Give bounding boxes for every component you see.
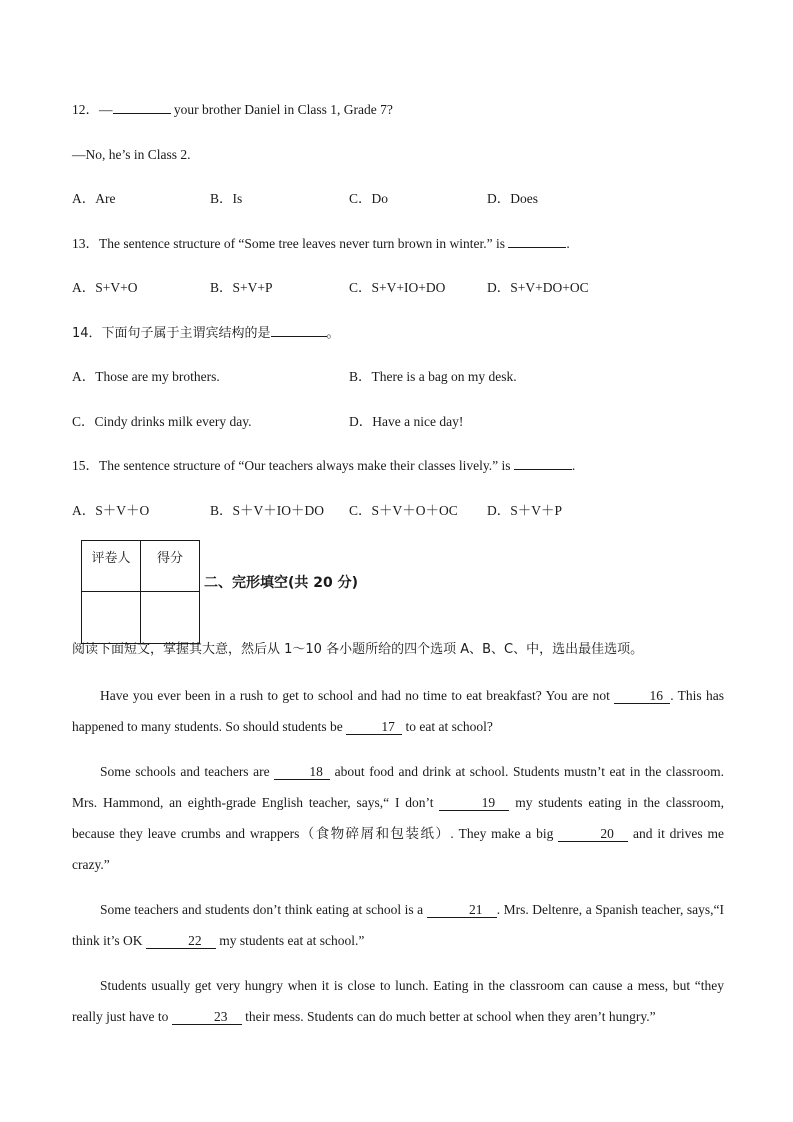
question-13-stem <box>72 235 570 253</box>
option-a: A．S+V+O <box>72 280 138 295</box>
question-text: 15．The sentence structure of “Our teachers always make their classes lively.” is <box>72 458 514 473</box>
question-12-answer: —No, he’s in Class 2. <box>72 147 191 162</box>
answer-blank <box>271 336 327 337</box>
period: . <box>571 458 576 473</box>
passage-paragraph-2: Some schools and teachers are 18 about food and drink at school. Students mustn’t eat in the classroom. Mrs. Hammond, an eighth-grade English teacher, says,“ I don’t 19 my students eating in the classroom, because they leave crumbs and wrappers（食物碎屑和包装纸）. They make a big 20 and it drives me crazy.” <box>72 764 724 872</box>
blank-23: 23 <box>172 1009 242 1025</box>
option-c: C．S＋V＋O＋OC <box>349 503 458 518</box>
instruction: 阅读下面短文，掌握其大意，然后从 1～10 各小题所给的四个选项 A、B、C、中，选出最佳选项。 <box>72 642 644 657</box>
answer-blank <box>113 113 171 114</box>
passage-paragraph-4: Students usually get very hungry when it is close to lunch. Eating in the classroom can cause a mess, but “they really just have to 23 their mess. Students can do much better at school when they aren’t hungry.” <box>72 978 724 1024</box>
option-a: A．Are <box>72 191 116 206</box>
option-c: C．S+V+IO+DO <box>349 280 446 295</box>
question-number: 12． <box>72 102 99 117</box>
blank-16: 16 <box>614 688 670 704</box>
grader-header: 评卷人 <box>82 541 141 592</box>
answer-blank <box>514 469 572 470</box>
question-15-stem <box>72 457 575 475</box>
score-header: 得分 <box>141 541 200 592</box>
question-12-stem <box>72 101 393 119</box>
option-b: B．There is a bag on my desk. <box>349 369 517 384</box>
blank-21: 21 <box>427 902 497 918</box>
option-c: C．Cindy drinks milk every day. <box>72 414 252 429</box>
passage-paragraph-3: Some teachers and students don’t think eating at school is a 21 . Mrs. Deltenre, a Spanish teacher, says,“I think it’s OK 22 my students eat at school.” <box>72 902 724 948</box>
answer-blank <box>508 247 566 248</box>
score-table <box>81 540 200 644</box>
option-a: A．S＋V＋O <box>72 503 150 518</box>
option-a: A．Those are my brothers. <box>72 369 220 384</box>
blank-22: 22 <box>146 933 216 949</box>
dash: — <box>99 102 113 117</box>
option-c: C．Do <box>349 191 389 206</box>
option-b: B．S＋V＋IO＋DO <box>210 503 325 518</box>
grader-cell <box>82 592 141 644</box>
score-cell <box>141 592 200 644</box>
blank-19: 19 <box>439 795 509 811</box>
passage-paragraph-1: Have you ever been in a rush to get to school and had no time to eat breakfast? You are not 16 . This has happened to many students. So should students be 17 to eat at school? <box>72 688 724 734</box>
blank-17: 17 <box>346 719 402 735</box>
question-14-stem <box>72 324 340 343</box>
section-title: 二、完形填空(共 20 分) <box>204 575 359 591</box>
option-b: B．S+V+P <box>210 280 273 295</box>
option-d: D．Have a nice day! <box>349 414 464 429</box>
period: 。 <box>326 326 340 341</box>
option-d: D．S+V+DO+OC <box>487 280 589 295</box>
option-b: B．Is <box>210 191 243 206</box>
option-d: D．Does <box>487 191 538 206</box>
blank-20: 20 <box>558 826 628 842</box>
option-d: D．S＋V＋P <box>487 503 563 518</box>
question-text: 14．下面句子属于主谓宾结构的是 <box>72 326 271 341</box>
question-text: your brother Daniel in Class 1, Grade 7? <box>170 102 393 117</box>
period: . <box>566 236 570 251</box>
blank-18: 18 <box>274 764 330 780</box>
question-text: 13．The sentence structure of “Some tree leaves never turn brown in winter.” is <box>72 236 509 251</box>
